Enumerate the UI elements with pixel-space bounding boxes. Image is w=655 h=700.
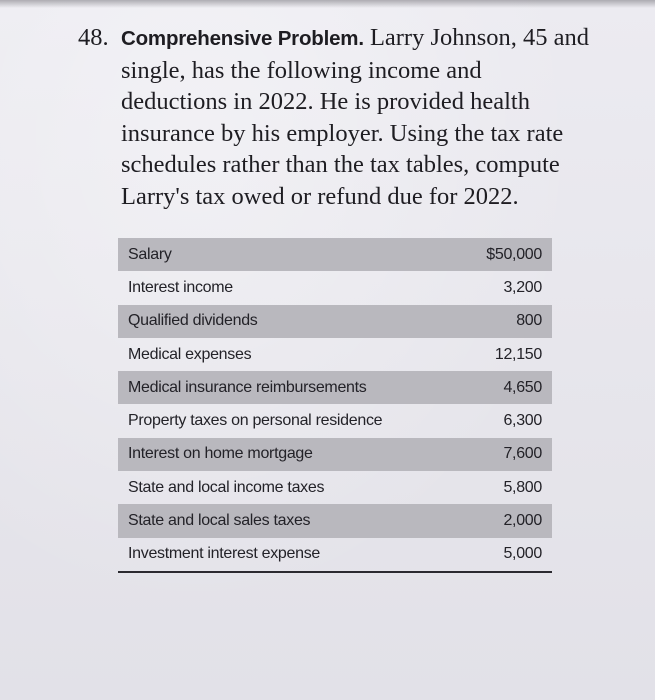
row-amount: 800 [516,312,542,330]
row-amount: 5,800 [503,478,542,496]
row-amount: 4,650 [503,378,542,396]
row-amount: $50,000 [486,245,542,263]
row-amount: 12,150 [494,345,542,363]
table-row [118,504,552,537]
table-row [118,538,552,571]
row-amount: 6,300 [503,412,542,430]
table-row [118,238,552,271]
row-label: Property taxes on personal residence [128,412,383,430]
income-deductions-table [118,238,552,571]
table-bottom-rule [118,571,552,573]
problem-number: 48. [78,24,109,51]
table-row [118,404,552,437]
row-amount: 7,600 [503,445,542,463]
table-row [118,371,552,404]
row-label: Interest on home mortgage [128,445,313,463]
table-row [118,338,552,371]
row-label: Investment interest expense [128,545,321,563]
row-label: Interest income [128,278,233,296]
table-row [118,471,552,504]
problem-heading: Comprehensive Problem. [121,27,364,50]
row-label: Medical expenses [128,345,252,363]
page-top-shadow [0,0,655,8]
row-amount: 3,200 [503,278,542,296]
problem-48 [78,22,598,212]
row-label: State and local sales taxes [128,512,311,530]
table-row [118,271,552,304]
row-label: Salary [128,245,172,263]
problem-text [121,22,591,212]
problem-body: Larry Johnson, 45 and single, has the following income and deductions in 2022. He is provided health insurance by his employer. Using the tax rate schedules rather than the tax tables, compute Larry's tax owed or refund due for 2022. [121,24,590,210]
row-label: Qualified dividends [128,312,258,330]
table-row [118,305,552,338]
row-amount: 5,000 [503,545,542,563]
row-label: Medical insurance reimbursements [128,378,367,396]
row-amount: 2,000 [503,512,542,530]
row-label: State and local income taxes [128,478,325,496]
table-row [118,438,552,471]
